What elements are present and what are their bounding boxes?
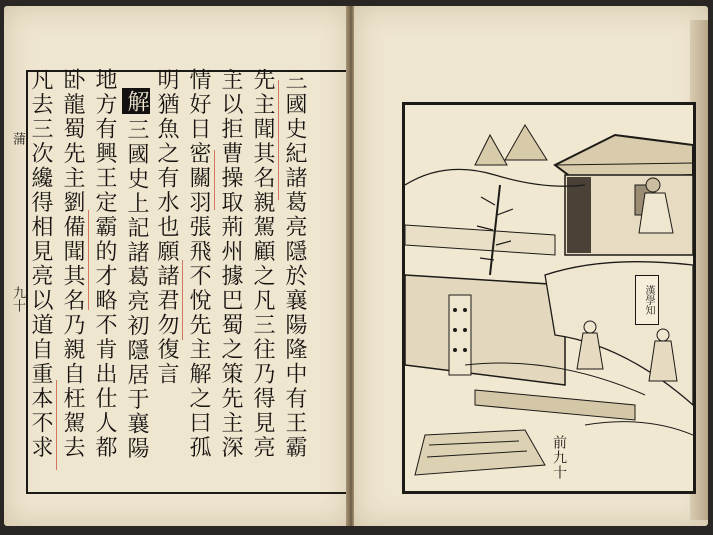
margin-char-folio: 九十 xyxy=(10,286,25,312)
text-column-1: 三國史紀諸葛亮隱於襄陽隆中有王霸 xyxy=(282,68,307,460)
text-column-5: 明猶魚之有水也願諸君勿復言 xyxy=(154,68,179,387)
text-column-6: 三國史上記諸葛亮初隱居于襄陽 xyxy=(124,118,149,461)
text-column-9: 凡去三次纔得相見亮以道自重本不求 xyxy=(28,68,53,460)
red-annotation-line xyxy=(182,260,183,340)
illustration-placard: 漢學知 xyxy=(635,275,659,325)
text-column-7: 地方有興王定霸的才略不肯出仕人都 xyxy=(92,68,117,460)
text-column-8: 卧龍蜀先主劉備聞其名乃親自枉駕去 xyxy=(60,68,85,460)
text-column-2: 先主聞其名親駕顧之凡三往乃得見亮 xyxy=(250,68,275,460)
margin-char-top: 蒲 xyxy=(10,132,25,145)
red-annotation-line xyxy=(214,150,215,210)
illustration-caption: 前九十 xyxy=(551,435,567,480)
text-column-3: 主以拒曹操取荊州據巴蜀之策先主深 xyxy=(218,68,243,460)
red-annotation-line xyxy=(278,80,279,200)
commentary-marker: 解 xyxy=(124,90,149,112)
red-annotation-line xyxy=(56,380,57,470)
red-annotation-line xyxy=(88,210,89,310)
woodblock-illustration xyxy=(402,102,696,494)
text-column-4: 情好日密關羽張飛不悅先主解之曰孤 xyxy=(186,68,211,460)
